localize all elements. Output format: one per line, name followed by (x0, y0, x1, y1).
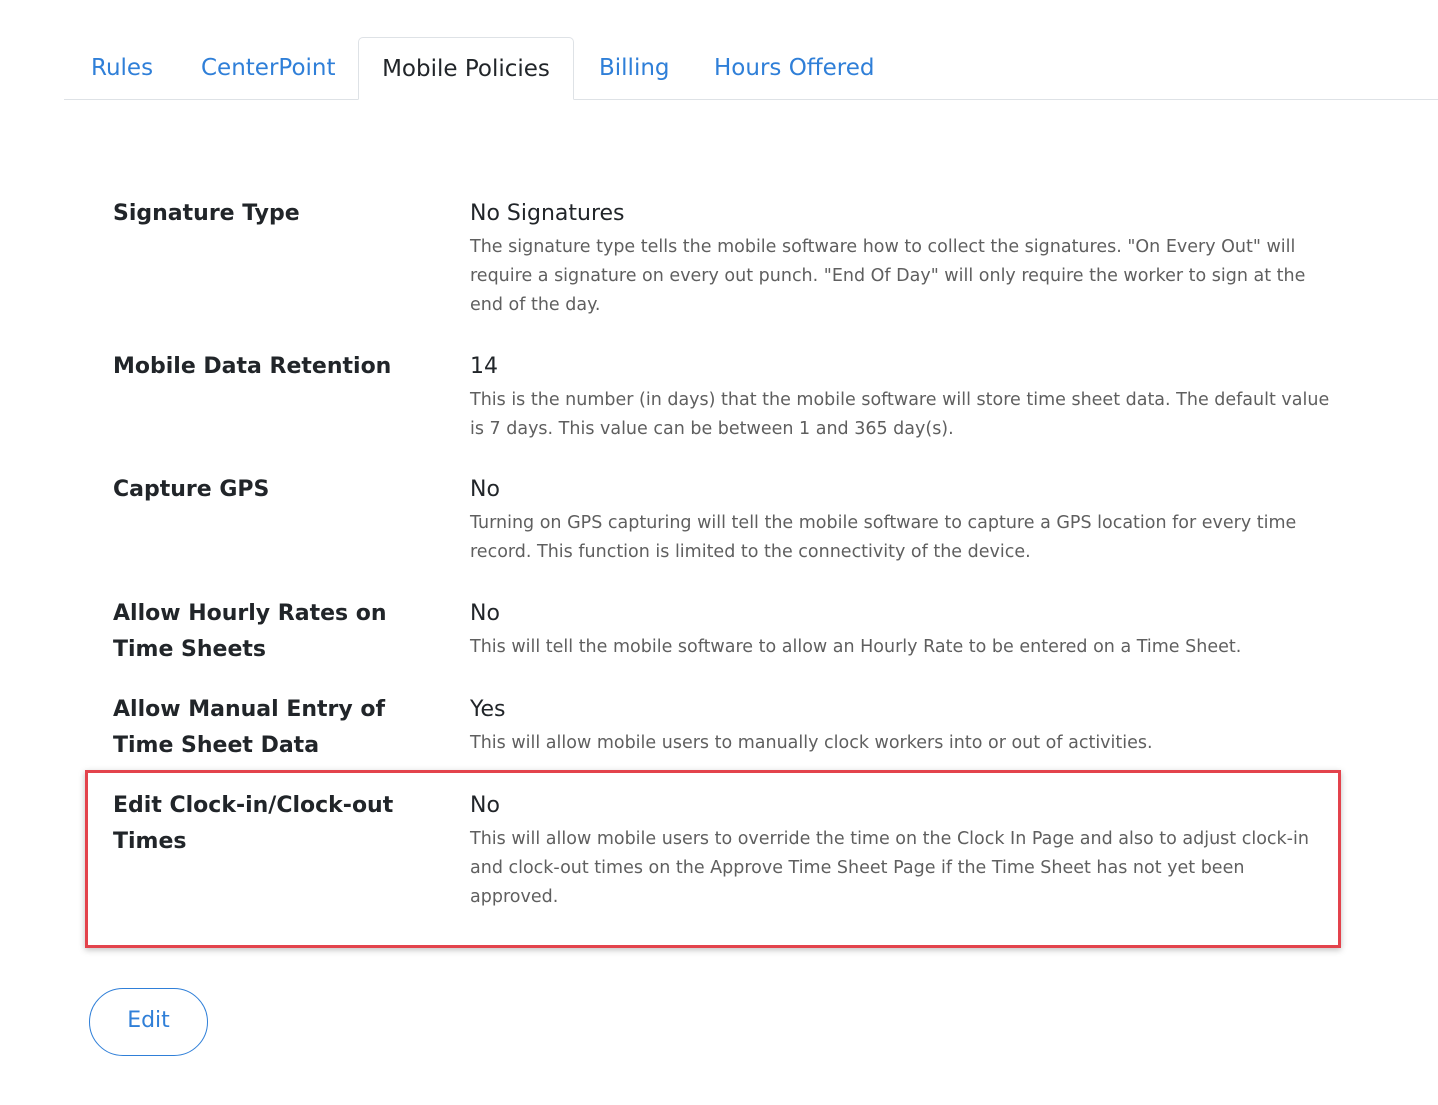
tab-rules[interactable]: Rules (91, 55, 154, 81)
setting-value: No (470, 477, 500, 502)
setting-description: Turning on GPS capturing will tell the mobile software to capture a GPS location for every time record. This function is limited to the connectivity of the device. (470, 513, 1297, 562)
setting-description: This is the number (in days) that the mobile software will store time sheet data. The default value is 7 days. This value can be between 1 and 365 day(s). (470, 390, 1330, 439)
tab-mobile-policies[interactable]: Mobile Policies (358, 37, 574, 100)
setting-description: This will tell the mobile software to allow an Hourly Rate to be entered on a Time Sheet. (470, 637, 1242, 657)
setting-description: This will allow mobile users to override the time on the Clock In Page and also to adjust clock-in and clock-out times on the Approve Time Sheet Page if the Time Sheet has not yet been approved. (470, 829, 1309, 907)
setting-label: Edit Clock-in/Clock-out Times (113, 793, 394, 854)
setting-label: Allow Hourly Rates on Time Sheets (113, 601, 387, 662)
setting-label: Capture GPS (113, 477, 270, 502)
setting-value: No Signatures (470, 201, 625, 226)
edit-button[interactable]: Edit (89, 988, 208, 1056)
setting-description: This will allow mobile users to manually clock workers into or out of activities. (470, 733, 1153, 753)
setting-label: Signature Type (113, 201, 300, 226)
setting-label: Mobile Data Retention (113, 354, 392, 379)
setting-value: No (470, 793, 500, 818)
setting-value: 14 (470, 354, 498, 379)
setting-value: Yes (470, 697, 506, 722)
tab-billing[interactable]: Billing (599, 55, 670, 81)
tab-hours-offered[interactable]: Hours Offered (714, 55, 875, 81)
setting-label: Allow Manual Entry of Time Sheet Data (113, 697, 386, 758)
setting-value: No (470, 601, 500, 626)
tab-bar (64, 37, 1438, 100)
setting-description: The signature type tells the mobile software how to collect the signatures. "On Every Out" will require a signature on every out punch. "End Of Day" will only require the worker to sign at the end of the day. (470, 237, 1306, 315)
tab-centerpoint[interactable]: CenterPoint (201, 55, 336, 81)
